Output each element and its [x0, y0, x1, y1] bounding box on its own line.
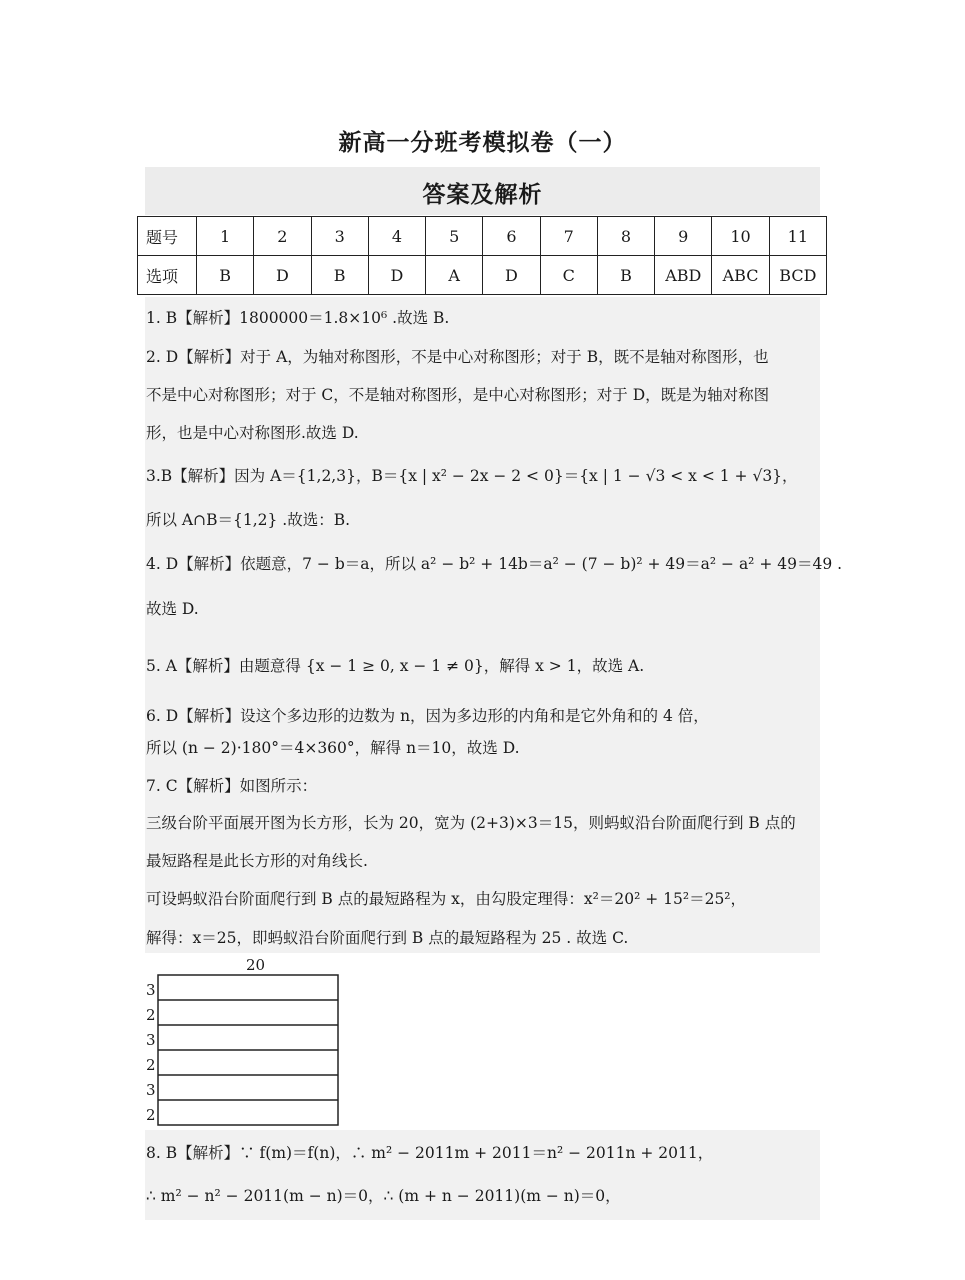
solution-line: 4. D【解析】依题意，7 − b＝a，所以 a² − b² + 14b＝a² − (7 − b)² + 49＝a² − a² + 49＝49 . — [146, 555, 843, 573]
solution-line: 所以 (n − 2)·180°＝4×360°，解得 n＝10，故选 D. — [146, 739, 520, 757]
table-row-numbers — [138, 217, 827, 256]
solution-line: 可设蚂蚁沿台阶面爬行到 B 点的最短路程为 x，由勾股定理得：x²＝20² + 15²＝25²， — [146, 890, 747, 908]
table-cell: B — [311, 256, 368, 295]
table-header-answer: 选项 — [138, 256, 197, 295]
solution-line: 形，也是中心对称图形.故选 D. — [146, 424, 359, 442]
table-cell: 4 — [368, 217, 425, 256]
table-header-number: 题号 — [138, 217, 197, 256]
table-cell: C — [540, 256, 597, 295]
table-cell: 7 — [540, 217, 597, 256]
answer-table — [137, 216, 827, 295]
table-cell: ABD — [655, 256, 712, 295]
table-cell: 8 — [597, 217, 654, 256]
table-cell: 3 — [311, 217, 368, 256]
table-cell: 1 — [197, 217, 254, 256]
table-cell: 10 — [712, 217, 769, 256]
table-cell: BCD — [769, 256, 826, 295]
solution-line: 解得：x＝25，即蚂蚁沿台阶面爬行到 B 点的最短路程为 25 . 故选 C. — [146, 929, 629, 947]
solution-line: 3.B【解析】因为 A＝{1,2,3}，B＝{x | x² − 2x − 2 < 0}＝{x | 1 − √3 < x < 1 + √3}， — [146, 467, 798, 485]
table-cell: D — [254, 256, 311, 295]
table-cell: D — [483, 256, 540, 295]
solution-line: 不是中心对称图形；对于 C，不是轴对称图形，是中心对称图形；对于 D，既是为轴对称图 — [146, 386, 770, 404]
table-cell: B — [597, 256, 654, 295]
diagram-side-label: 3 — [146, 1031, 156, 1049]
solution-line: 5. A【解析】由题意得 {x − 1 ≥ 0, x − 1 ≠ 0}，解得 x > 1，故选 A. — [146, 657, 645, 675]
table-cell: 6 — [483, 217, 540, 256]
solution-line: 2. D【解析】对于 A，为轴对称图形，不是中心对称图形；对于 B，既不是轴对称图形，也 — [146, 348, 769, 366]
solution-line: 8. B【解析】∵ f(m)＝f(n)，∴ m² − 2011m + 2011＝n² − 2011n + 2011， — [146, 1144, 714, 1162]
solution-line: ∴ m² − n² − 2011(m − n)＝0，∴ (m + n − 2011)(m − n)＝0， — [146, 1187, 621, 1205]
table-cell: B — [197, 256, 254, 295]
solution-line: 最短路程是此长方形的对角线长. — [146, 852, 368, 870]
stairs-diagram — [146, 955, 346, 1130]
table-cell: A — [426, 256, 483, 295]
diagram-side-label: 3 — [146, 1081, 156, 1099]
table-cell: 9 — [655, 217, 712, 256]
table-cell: ABC — [712, 256, 769, 295]
solution-line: 1. B【解析】1800000＝1.8×10⁶ .故选 B. — [146, 309, 450, 327]
table-cell: 2 — [254, 217, 311, 256]
solution-line: 7. C【解析】如图所示： — [146, 777, 318, 795]
diagram-side-label: 2 — [146, 1006, 156, 1024]
solution-line: 故选 D. — [146, 600, 199, 618]
page-title: 新高一分班考模拟卷（一） — [338, 129, 627, 156]
solution-line: 6. D【解析】设这个多边形的边数为 n，因为多边形的内角和是它外角和的 4 倍， — [146, 707, 709, 725]
page-subtitle: 答案及解析 — [422, 181, 543, 208]
table-row-answers — [138, 256, 827, 295]
table-cell: D — [368, 256, 425, 295]
solution-line: 三级台阶平面展开图为长方形，长为 20，宽为 (2+3)×3＝15，则蚂蚁沿台阶面爬行到 B 点的 — [146, 814, 796, 832]
diagram-side-label: 3 — [146, 981, 156, 999]
solution-line: 所以 A∩B＝{1,2} .故选：B. — [146, 511, 351, 529]
diagram-side-label: 2 — [146, 1106, 156, 1124]
diagram-top-label: 20 — [246, 956, 266, 974]
table-cell: 5 — [426, 217, 483, 256]
diagram-side-label: 2 — [146, 1056, 156, 1074]
table-cell: 11 — [769, 217, 826, 256]
